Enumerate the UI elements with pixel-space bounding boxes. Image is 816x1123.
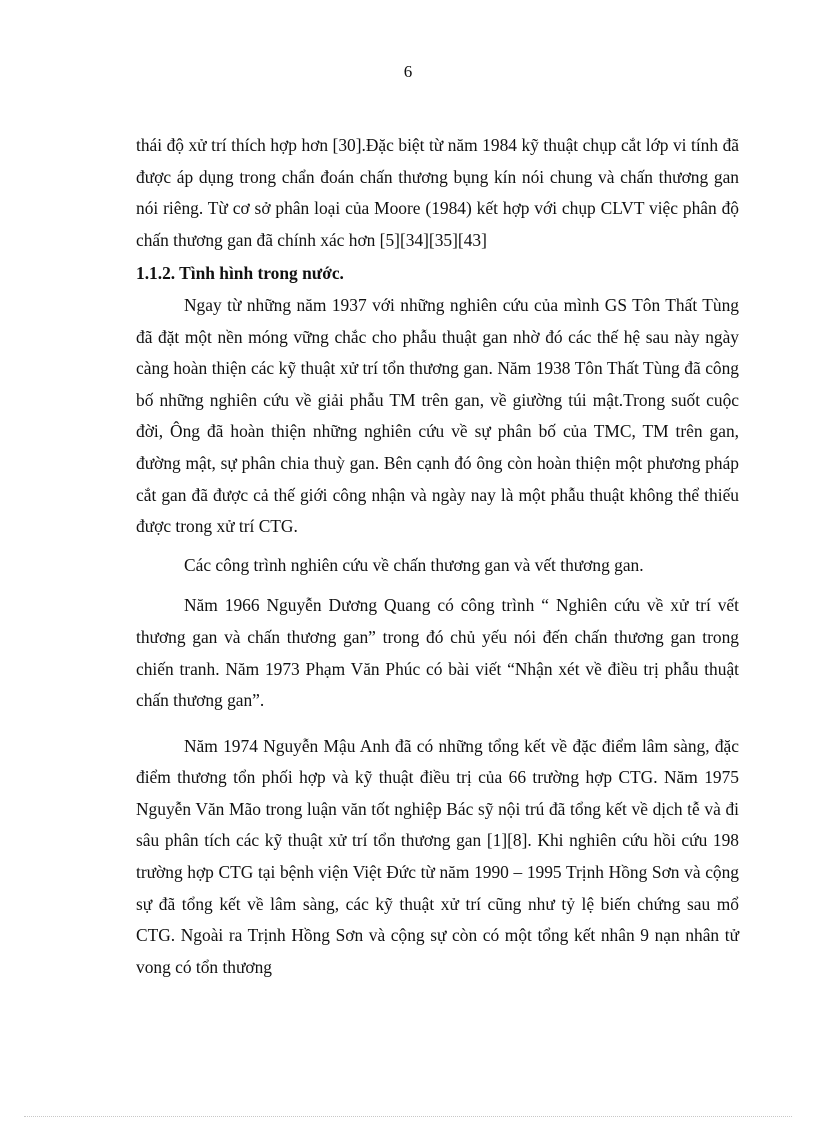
paragraph-continuation: thái độ xử trí thích hợp hơn [30].Đặc biệt từ năm 1984 kỹ thuật chụp cắt lớp vi tính đã được áp dụng trong chẩn đoán chấn thương bụng kín nói chung và chấn thương gan nói riêng. Từ cơ sở phân loại của Moore (1984) kết hợp với chụp CLVT việc phân độ chấn thương gan đã chính xác hơn [5][34][35][43]	[136, 135, 739, 250]
page-number: 6	[403, 62, 413, 81]
document-body	[136, 130, 739, 983]
page-bottom-divider	[24, 1116, 792, 1117]
paragraph-1974-1995: Năm 1974 Nguyễn Mậu Anh đã có những tổng kết về đặc điểm lâm sàng, đặc điểm thương tổn phối hợp và kỹ thuật điều trị của 66 trường hợp CTG. Năm 1975 Nguyễn Văn Mão trong luận văn tốt nghiệp Bác sỹ nội trú đã tổng kết về dịch tễ và đi sâu phân tích các kỹ thuật xử trí tổn thương gan [1][8]. Khi nghiên cứu hồi cứu 198 trường hợp CTG tại bệnh viện Việt Đức từ năm 1990 – 1995 Trịnh Hồng Sơn và cộng sự đã tổng kết về lâm sàng, các kỹ thuật xử trí cũng như tỷ lệ biến chứng sau mổ CTG. Ngoài ra Trịnh Hồng Sơn và cộng sự còn có một tổng kết nhân 9 nạn nhân tử vong có tổn thương	[136, 735, 739, 977]
paragraph-ton-that-tung: Ngay từ những năm 1937 với những nghiên cứu của mình GS Tôn Thất Tùng đã đặt một nền móng vững chắc cho phẫu thuật gan nhờ đó các thế hệ sau này ngày càng hoàn thiện các kỹ thuật xử trí tổn thương gan. Năm 1938 Tôn Thất Tùng đã công bố những nghiên cứu về giải phẫu TM trên gan, về giường túi mật.Trong suốt cuộc đời, Ông đã hoàn thiện những nghiên cứu về sự phân bố của TMC, TM trên gan, đường mật, sự phân chia thuỳ gan. Bên cạnh đó ông còn hoàn thiện một phương pháp cắt gan đã được cả thế giới công nhận và ngày nay là một phẫu thuật không thể thiếu được trong xử trí CTG.	[136, 294, 739, 537]
section-heading: 1.1.2. Tình hình trong nước.	[136, 263, 344, 284]
paragraph-research-list: Các công trình nghiên cứu về chấn thương gan và vết thương gan.	[184, 554, 644, 575]
paragraph-1966-1973: Năm 1966 Nguyễn Dương Quang có công trình “ Nghiên cứu về xử trí vết thương gan và chấn thương gan” trong đó chủ yếu nói đến chấn thương gan trong chiến tranh. Năm 1973 Phạm Văn Phúc có bài viết “Nhận xét về điều trị phẫu thuật chấn thương gan”.	[136, 595, 739, 711]
